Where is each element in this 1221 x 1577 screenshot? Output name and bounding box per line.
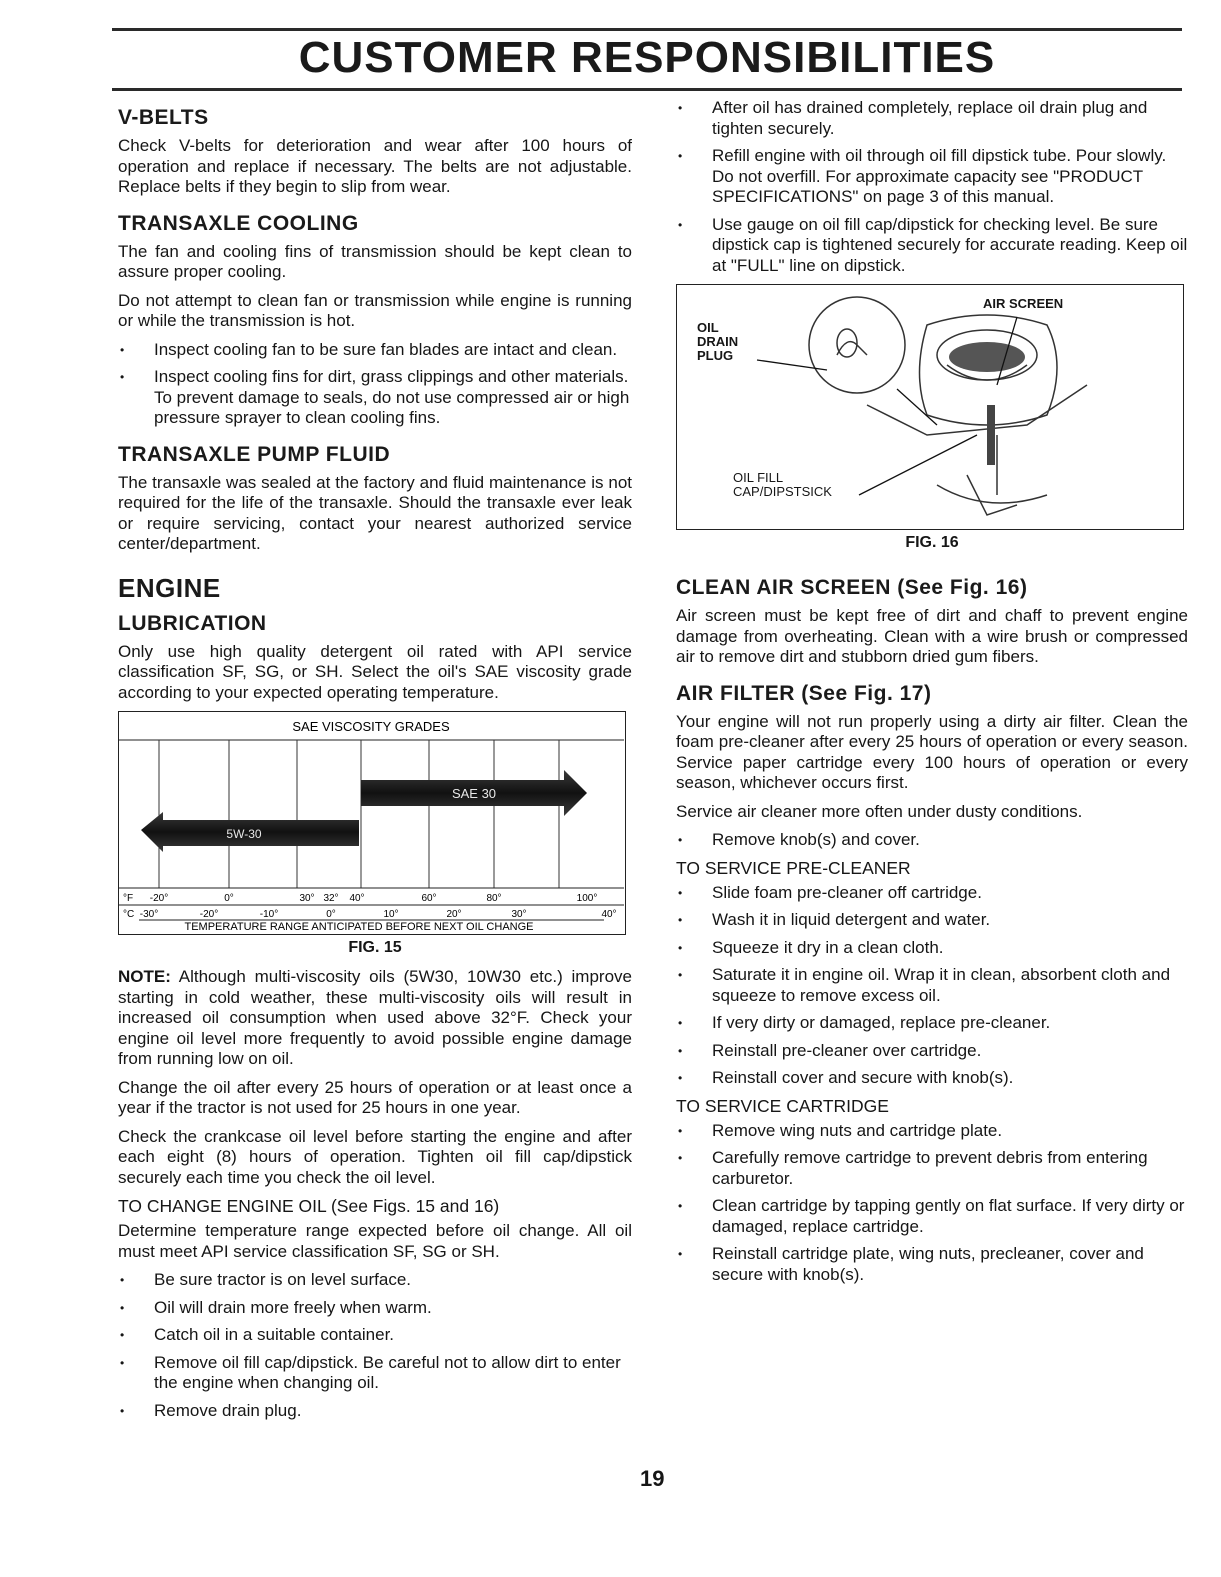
lubrication-heading: LUBRICATION — [118, 611, 267, 635]
list-item: • After oil has drained completely, replace oil drain plug and tighten securely. — [676, 98, 1188, 139]
dipstick-tube — [987, 405, 995, 465]
list-item: • Remove oil fill cap/dipstick. Be careful not to allow dirt to enter the engine when changing oil. — [118, 1353, 632, 1394]
list-item: • Remove knob(s) and cover. — [676, 830, 1188, 851]
chart-footer: TEMPERATURE RANGE ANTICIPATED BEFORE NEXT OIL CHANGE — [184, 921, 534, 933]
vbelts-heading: V-BELTS — [118, 106, 209, 129]
oil-drain-label-3: PLUG — [697, 348, 734, 363]
cooling-p1: The fan and cooling fins of transmission should be kept clean to assure proper cooling. — [118, 241, 632, 281]
list-item: • Inspect cooling fins for dirt, grass clippings and other materials. To prevent damage to seals, do not use compressed air or high pressure sprayer to clean cooling fins. — [118, 367, 632, 429]
header-rule-bottom — [112, 88, 1182, 91]
chart-title: SAE VISCOSITY GRADES — [292, 719, 450, 734]
right-column — [676, 96, 1188, 1292]
list-item: • Remove wing nuts and cartridge plate. — [676, 1121, 1188, 1142]
tick-label: -30° — [139, 909, 159, 920]
oil-fill-label-1: OIL FILL — [733, 470, 784, 485]
note-text: Although multi-viscosity oils (5W30, 10W30 etc.) improve starting in cold weather, these multi-viscosity oils will result in increased oil consumption when used above 32°F. Check your engine oil level more frequently to avoid possible engine damage from running low on oil. — [118, 967, 632, 1068]
engine-heading: ENGINE — [118, 572, 221, 603]
tick-label: -20° — [199, 909, 219, 920]
list-item: • If very dirty or damaged, replace pre-cleaner. — [676, 1013, 1188, 1034]
tick-label: 40° — [349, 893, 365, 904]
cartridge-heading: TO SERVICE CARTRIDGE — [676, 1095, 889, 1116]
cooling-list — [118, 340, 632, 429]
list-item: • Oil will drain more freely when warm. — [118, 1298, 632, 1319]
left-column — [118, 96, 632, 1428]
note-paragraph — [118, 967, 632, 1070]
tick-label: 20° — [446, 909, 462, 920]
list-item: • Clean cartridge by tapping gently on flat surface. If very dirty or damaged, replace cartridge. — [676, 1196, 1188, 1237]
list-item: • Reinstall cover and secure with knob(s). — [676, 1068, 1188, 1089]
tick-label: 10° — [383, 909, 399, 920]
pump-heading: TRANSAXLE PUMP FLUID — [118, 442, 391, 466]
cartridge-list — [676, 1121, 1188, 1286]
oil-drain-label-2: DRAIN — [697, 334, 739, 349]
page-number: 19 — [640, 1466, 665, 1491]
air-screen-shape — [949, 342, 1025, 372]
change-interval-text: Change the oil after every 25 hours of operation or at least once a year if the tractor is not used for 25 hours in one year. — [118, 1077, 632, 1117]
cooling-p2: Do not attempt to clean fan or transmission while engine is running or while the transmission is hot. — [118, 290, 632, 330]
list-item: • Carefully remove cartridge to prevent debris from entering carburetor. — [676, 1148, 1188, 1189]
c-unit: °C — [123, 909, 135, 920]
list-item: • Catch oil in a suitable container. — [118, 1325, 632, 1346]
list-item: • Reinstall pre-cleaner over cartridge. — [676, 1041, 1188, 1062]
tick-label: 100° — [576, 893, 598, 904]
grade-label-sae30: SAE 30 — [451, 786, 497, 801]
oil-drain-label-1: OIL — [697, 320, 719, 335]
precleaner-heading: TO SERVICE PRE-CLEANER — [676, 857, 911, 878]
lubrication-text: Only use high quality detergent oil rated with API service classification SF, SG, or SH. Select the oil's SAE viscosity grade according to your expected operating temperature. — [118, 641, 632, 702]
list-item: • Use gauge on oil fill cap/dipstick for checking level. Be sure dipstick cap is tightened securely for accurate reading. Keep oil at "FULL" line on dipstick. — [676, 215, 1188, 277]
list-item: • Slide foam pre-cleaner off cartridge. — [676, 883, 1188, 904]
precleaner-list — [676, 883, 1188, 1089]
list-item: • Squeeze it dry in a clean cloth. — [676, 938, 1188, 959]
list-item: • Inspect cooling fan to be sure fan blades are intact and clean. — [118, 340, 632, 361]
air-filter-list — [676, 830, 1188, 851]
tick-label: -10° — [259, 909, 279, 920]
list-item: • Refill engine with oil through oil fill dipstick tube. Pour slowly. Do not overfill. For approximate capacity see "PRODUCT SPECIFICATIONS" on page 3 of this manual. — [676, 146, 1188, 208]
grade-label-5w30: 5W-30 — [226, 827, 262, 841]
tick-label: 80° — [486, 893, 502, 904]
oil-fill-label-2: CAP/DIPSTSICK — [733, 484, 832, 499]
tick-label: 32° — [323, 893, 339, 904]
air-filter-p2: Service air cleaner more often under dusty conditions. — [676, 801, 1083, 821]
change-oil-list — [118, 1270, 632, 1421]
note-label: NOTE: — [118, 967, 171, 986]
list-item: • Remove drain plug. — [118, 1401, 632, 1422]
tick-label: 40° — [601, 909, 617, 920]
tick-label: 30° — [299, 893, 315, 904]
viscosity-chart — [118, 711, 626, 935]
list-item: • Be sure tractor is on level surface. — [118, 1270, 632, 1291]
air-filter-heading: AIR FILTER (See Fig. 17) — [676, 681, 932, 705]
tick-label: 0° — [326, 909, 336, 920]
tick-label: -20° — [149, 893, 169, 904]
pump-text: The transaxle was sealed at the factory and fluid maintenance is not required for the life of the transaxle. Should the transaxle ever leak or require servicing, contact your nearest authorized service center/department. — [118, 472, 632, 553]
air-screen-heading: CLEAN AIR SCREEN (See Fig. 16) — [676, 576, 1028, 599]
list-item: • Reinstall cartridge plate, wing nuts, precleaner, cover and secure with knob(s). — [676, 1244, 1188, 1285]
f-unit: °F — [123, 893, 134, 904]
vbelts-text: Check V-belts for deterioration and wear after 100 hours of operation and replace if necessary. The belts are not adjustable. Replace belts if they begin to slip from wear. — [118, 136, 632, 196]
cooling-heading: TRANSAXLE COOLING — [118, 211, 359, 235]
change-oil-heading: TO CHANGE ENGINE OIL (See Figs. 15 and 16) — [118, 1196, 500, 1216]
air-screen-label: AIR SCREEN — [983, 296, 1064, 311]
check-level-text: Check the crankcase oil level before starting the engine and after each eight (8) hours of operation. Tighten oil fill cap/dipstick securely each time you check the oil level. — [118, 1126, 632, 1187]
change-oil-text: Determine temperature range expected before oil change. All oil must meet API service classification SF, SG or SH. — [118, 1221, 632, 1261]
page-title: CUSTOMER RESPONSIBILITIES — [298, 33, 996, 82]
list-item: • Saturate it in engine oil. Wrap it in clean, absorbent cloth and squeeze to remove excess oil. — [676, 965, 1188, 1006]
tick-label: 0° — [224, 893, 234, 904]
viscosity-chart-graphic — [119, 712, 624, 933]
list-item: • Wash it in liquid detergent and water. — [676, 910, 1188, 931]
air-screen-text: Air screen must be kept free of dirt and chaff to prevent engine damage from overheating. Clean with a wire brush or compressed air to remove dirt and stubborn dried gum fibers. — [676, 606, 1188, 666]
oil-steps-list — [676, 98, 1188, 276]
tick-label: 30° — [511, 909, 527, 920]
air-filter-p1: Your engine will not run properly using a dirty air filter. Clean the foam pre-cleaner after every 25 hours of operation or every season. Service paper cartridge every 100 hours of operation or every season, whichever occurs first. — [676, 711, 1188, 792]
fig15-caption: FIG. 15 — [348, 939, 402, 956]
tick-label: 60° — [421, 893, 437, 904]
engine-diagram — [676, 284, 1184, 530]
fig16-caption: FIG. 16 — [905, 534, 959, 551]
